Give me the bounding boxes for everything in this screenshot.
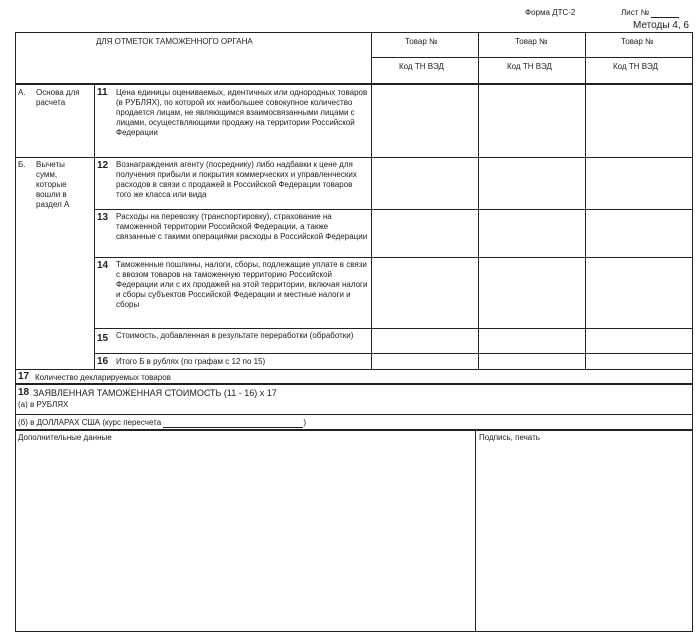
goods-col-1-header: Товар № — [405, 37, 438, 46]
row-12-text: Вознаграждения агенту (посреднику) либо надбавки к цене для получения прибыли и покрытия коммерческих и управленческих расходов в связи с продажей в Российской Федерации товаров того же класса или вида — [116, 160, 357, 199]
row-15-text: Стоимость, добавленная в результате переработки (обработки) — [116, 331, 354, 340]
section-b-label: Вычеты сумм, которые вошли в раздел А — [36, 160, 70, 209]
sep-16-17 — [15, 369, 692, 370]
sep-18-additional — [15, 429, 692, 431]
row-18b-usd-label: (б) в ДОЛЛАРАХ США (курс пересчета — [18, 418, 162, 427]
form-label: Форма ДТС-2 — [525, 8, 576, 17]
code-col-1-header: Код ТН ВЭД — [399, 62, 444, 71]
section-a-label: Основа для расчета — [36, 88, 80, 107]
goods-col-3-header: Товар № — [621, 37, 654, 46]
table-left-border — [15, 32, 16, 632]
customs-title: ДЛЯ ОТМЕТОК ТАМОЖЕННОГО ОРГАНА — [96, 37, 253, 46]
sep-a-b — [15, 157, 692, 158]
section-b-letter: Б. — [18, 160, 26, 169]
header-bottom-line — [15, 83, 692, 85]
row-17-number: 17 — [18, 371, 30, 382]
table-bottom-border — [15, 631, 692, 632]
row-16-number: 16 — [97, 356, 109, 367]
row-11-text: Цена единицы оцениваемых, идентичных или однородных товаров (в РУБЛЯХ), по которой их наибольшее совокупное количество продается лицам, не являющимся взаимосвязанными лицами с лицами, осуществляющими продажу на территории Российской Федерации — [116, 88, 368, 137]
row-18-title: ЗАЯВЛЕННАЯ ТАМОЖЕННАЯ СТОИМОСТЬ (11 - 16) х 17 — [33, 388, 277, 398]
row-18b-usd — [18, 418, 306, 428]
row-12-number: 12 — [97, 160, 109, 171]
table-top-border — [15, 32, 692, 33]
code-col-3-header: Код ТН ВЭД — [613, 62, 658, 71]
sep-13-14 — [94, 257, 692, 258]
row-18b-usd-close: ) — [303, 418, 307, 427]
signature-divider — [475, 429, 476, 632]
exchange-rate-blank — [163, 419, 303, 428]
additional-data-label: Дополнительные данные — [18, 433, 112, 442]
sheet-number-blank — [651, 9, 679, 18]
row-18a-rub: (а) в РУБЛЯХ — [18, 400, 69, 409]
table-right-border — [692, 32, 693, 632]
header-mid-line — [371, 57, 692, 58]
methods-label: Методы 4, 6 — [633, 20, 689, 31]
row-11-number: 11 — [97, 87, 108, 98]
sep-14-15 — [94, 328, 692, 329]
label-col-divider — [94, 85, 95, 369]
row-17-text: Количество декларируемых товаров — [35, 373, 171, 382]
section-a-letter: А. — [18, 88, 26, 97]
code-col-2-header: Код ТН ВЭД — [507, 62, 552, 71]
sheet-label — [621, 8, 679, 18]
signature-label: Подпись, печать — [479, 433, 540, 442]
row-16-text: Итого Б в рублях (по графам с 12 по 15) — [116, 357, 266, 366]
row-18-number: 18 — [18, 387, 30, 398]
sep-12-13 — [94, 209, 692, 210]
row-13-text: Расходы на перевозку (транспортировку), страхование на таможенной территории Российской Федерации, а также связанные с такими операциями расходы в Российской Федерации — [116, 212, 368, 241]
row-14-number: 14 — [97, 260, 109, 271]
sheet-label-text: Лист № — [621, 8, 650, 17]
row-14-text: Таможенные пошлины, налоги, сборы, подлежащие уплате в связи с ввозом товаров на таможенную территорию Российской Федерации или с их продажей на этой территории, включая налоги и сборы субъектов Российской Федерации и местные налоги и сборы — [116, 260, 368, 309]
row-13-number: 13 — [97, 212, 109, 223]
row-15-number: 15 — [97, 333, 109, 344]
sep-15-16 — [94, 353, 692, 354]
goods-col-2-header: Товар № — [515, 37, 548, 46]
sep-17-18 — [15, 383, 692, 385]
sep-18a-18b — [15, 414, 692, 415]
